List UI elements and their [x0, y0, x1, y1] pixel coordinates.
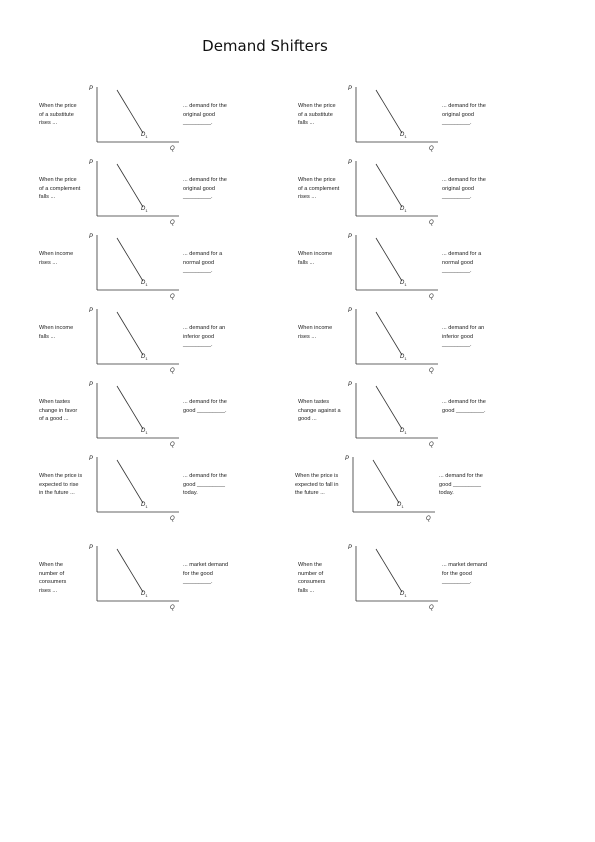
demand-graph: [95, 545, 185, 605]
price-axis-label: P: [348, 382, 353, 388]
demand-curve-label: $D_1$: [400, 428, 407, 436]
effect-text: ... demand for the good _________ today.: [439, 473, 483, 497]
shifter-item: [39, 545, 299, 623]
demand-curve: [373, 460, 399, 503]
condition-text: When the price is expected to rise in the future ...: [39, 473, 83, 497]
demand-curve-label: $D_1$: [400, 132, 407, 140]
effect-text: ... demand for a normal good _________.: [442, 251, 482, 275]
condition-text: When the price of a substitute rises ...: [39, 103, 77, 127]
price-axis-label: P: [89, 86, 94, 92]
price-axis-label: P: [89, 545, 94, 551]
demand-curve: [117, 460, 143, 503]
quantity-axis-label: Q: [170, 516, 175, 522]
price-axis-label: P: [348, 86, 353, 92]
price-axis-label: P: [89, 160, 94, 166]
shifter-item: [39, 308, 299, 386]
shifter-item: [298, 160, 558, 238]
shifter-item: [298, 382, 558, 460]
price-axis-label: P: [89, 456, 94, 462]
effect-text: ... market demand for the good _________.: [442, 562, 488, 586]
shifter-item: [298, 234, 558, 312]
quantity-axis-label: Q: [429, 294, 434, 300]
demand-curve: [117, 238, 143, 281]
quantity-axis-label: Q: [170, 605, 175, 611]
demand-curve-label: $D_1$: [397, 502, 404, 510]
demand-graph: [95, 308, 185, 368]
demand-graph: [95, 382, 185, 442]
price-axis-label: P: [89, 382, 94, 388]
demand-curve: [376, 164, 402, 207]
demand-curve-label: $D_1$: [141, 502, 148, 510]
demand-graph: [95, 234, 185, 294]
shifter-item: [39, 160, 299, 238]
quantity-axis-label: Q: [429, 368, 434, 374]
page-title: Demand Shifters: [202, 37, 328, 55]
shifter-item: [298, 308, 558, 386]
condition-text: When income falls ...: [298, 251, 333, 266]
demand-curve-label: $D_1$: [141, 428, 148, 436]
demand-graph: [351, 456, 441, 516]
effect-text: ... demand for the original good _________.: [183, 177, 227, 201]
condition-text: When the number of consumers rises ...: [39, 562, 67, 594]
demand-curve-label: $D_1$: [141, 132, 148, 140]
demand-curve-label: $D_1$: [400, 206, 407, 214]
condition-text: When income rises ...: [39, 251, 74, 266]
price-axis-label: P: [348, 308, 353, 314]
demand-curve-label: $D_1$: [141, 354, 148, 362]
condition-text: When tastes change against a good ...: [298, 399, 341, 423]
demand-graph: [95, 86, 185, 146]
demand-graph: [95, 456, 185, 516]
price-axis-label: P: [348, 234, 353, 240]
effect-text: ... demand for the good _________.: [442, 399, 486, 414]
demand-curve-label: $D_1$: [400, 591, 407, 599]
demand-curve-label: $D_1$: [141, 591, 148, 599]
quantity-axis-label: Q: [429, 220, 434, 226]
demand-curve: [376, 549, 402, 592]
price-axis-label: P: [348, 160, 353, 166]
demand-curve: [376, 238, 402, 281]
condition-text: When the price of a complement falls ...: [39, 177, 81, 201]
demand-curve-label: $D_1$: [141, 280, 148, 288]
shifter-item: [298, 86, 558, 164]
demand-curve: [376, 312, 402, 355]
shifter-item: [39, 456, 299, 534]
shifter-item: [39, 234, 299, 312]
condition-text: When the number of consumers falls ...: [298, 562, 326, 594]
quantity-axis-label: Q: [429, 605, 434, 611]
price-axis-label: P: [89, 234, 94, 240]
demand-graph: [354, 86, 444, 146]
demand-graph: [354, 308, 444, 368]
condition-text: When income rises ...: [298, 325, 333, 340]
demand-curve: [117, 164, 143, 207]
price-axis-label: P: [89, 308, 94, 314]
effect-text: ... demand for an inferior good _________.: [442, 325, 485, 349]
demand-graph: [354, 382, 444, 442]
price-axis-label: P: [345, 456, 350, 462]
shifter-item: [39, 382, 299, 460]
shifter-item: [39, 86, 299, 164]
demand-graph: [354, 160, 444, 220]
condition-text: When income falls ...: [39, 325, 74, 340]
quantity-axis-label: Q: [429, 146, 434, 152]
demand-curve: [117, 312, 143, 355]
demand-curve: [376, 386, 402, 429]
quantity-axis-label: Q: [170, 368, 175, 374]
effect-text: ... demand for the original good _________.: [442, 103, 486, 127]
effect-text: ... demand for the original good _________.: [442, 177, 486, 201]
quantity-axis-label: Q: [170, 442, 175, 448]
demand-curve: [117, 549, 143, 592]
effect-text: ... demand for an inferior good _________.: [183, 325, 226, 349]
effect-text: ... demand for the good _________.: [183, 399, 227, 414]
condition-text: When the price is expected to fall in the future ...: [295, 473, 339, 497]
demand-curve-label: $D_1$: [400, 280, 407, 288]
shifter-item: [295, 456, 555, 534]
demand-curve: [117, 386, 143, 429]
effect-text: ... demand for the good _________ today.: [183, 473, 227, 497]
demand-curve-label: $D_1$: [400, 354, 407, 362]
price-axis-label: P: [348, 545, 353, 551]
effect-text: ... market demand for the good _________.: [183, 562, 229, 586]
quantity-axis-label: Q: [170, 294, 175, 300]
effect-text: ... demand for the original good _________.: [183, 103, 227, 127]
quantity-axis-label: Q: [170, 146, 175, 152]
shifter-item: [298, 545, 558, 623]
condition-text: When tastes change in favor of a good ...: [39, 399, 78, 423]
quantity-axis-label: Q: [426, 516, 431, 522]
demand-curve: [117, 90, 143, 133]
condition-text: When the price of a complement rises ...: [298, 177, 340, 201]
demand-curve-label: $D_1$: [141, 206, 148, 214]
demand-graph: [354, 545, 444, 605]
quantity-axis-label: Q: [429, 442, 434, 448]
demand-graph: [354, 234, 444, 294]
effect-text: ... demand for a normal good _________.: [183, 251, 223, 275]
quantity-axis-label: Q: [170, 220, 175, 226]
demand-curve: [376, 90, 402, 133]
condition-text: When the price of a substitute falls ...: [298, 103, 336, 127]
demand-graph: [95, 160, 185, 220]
